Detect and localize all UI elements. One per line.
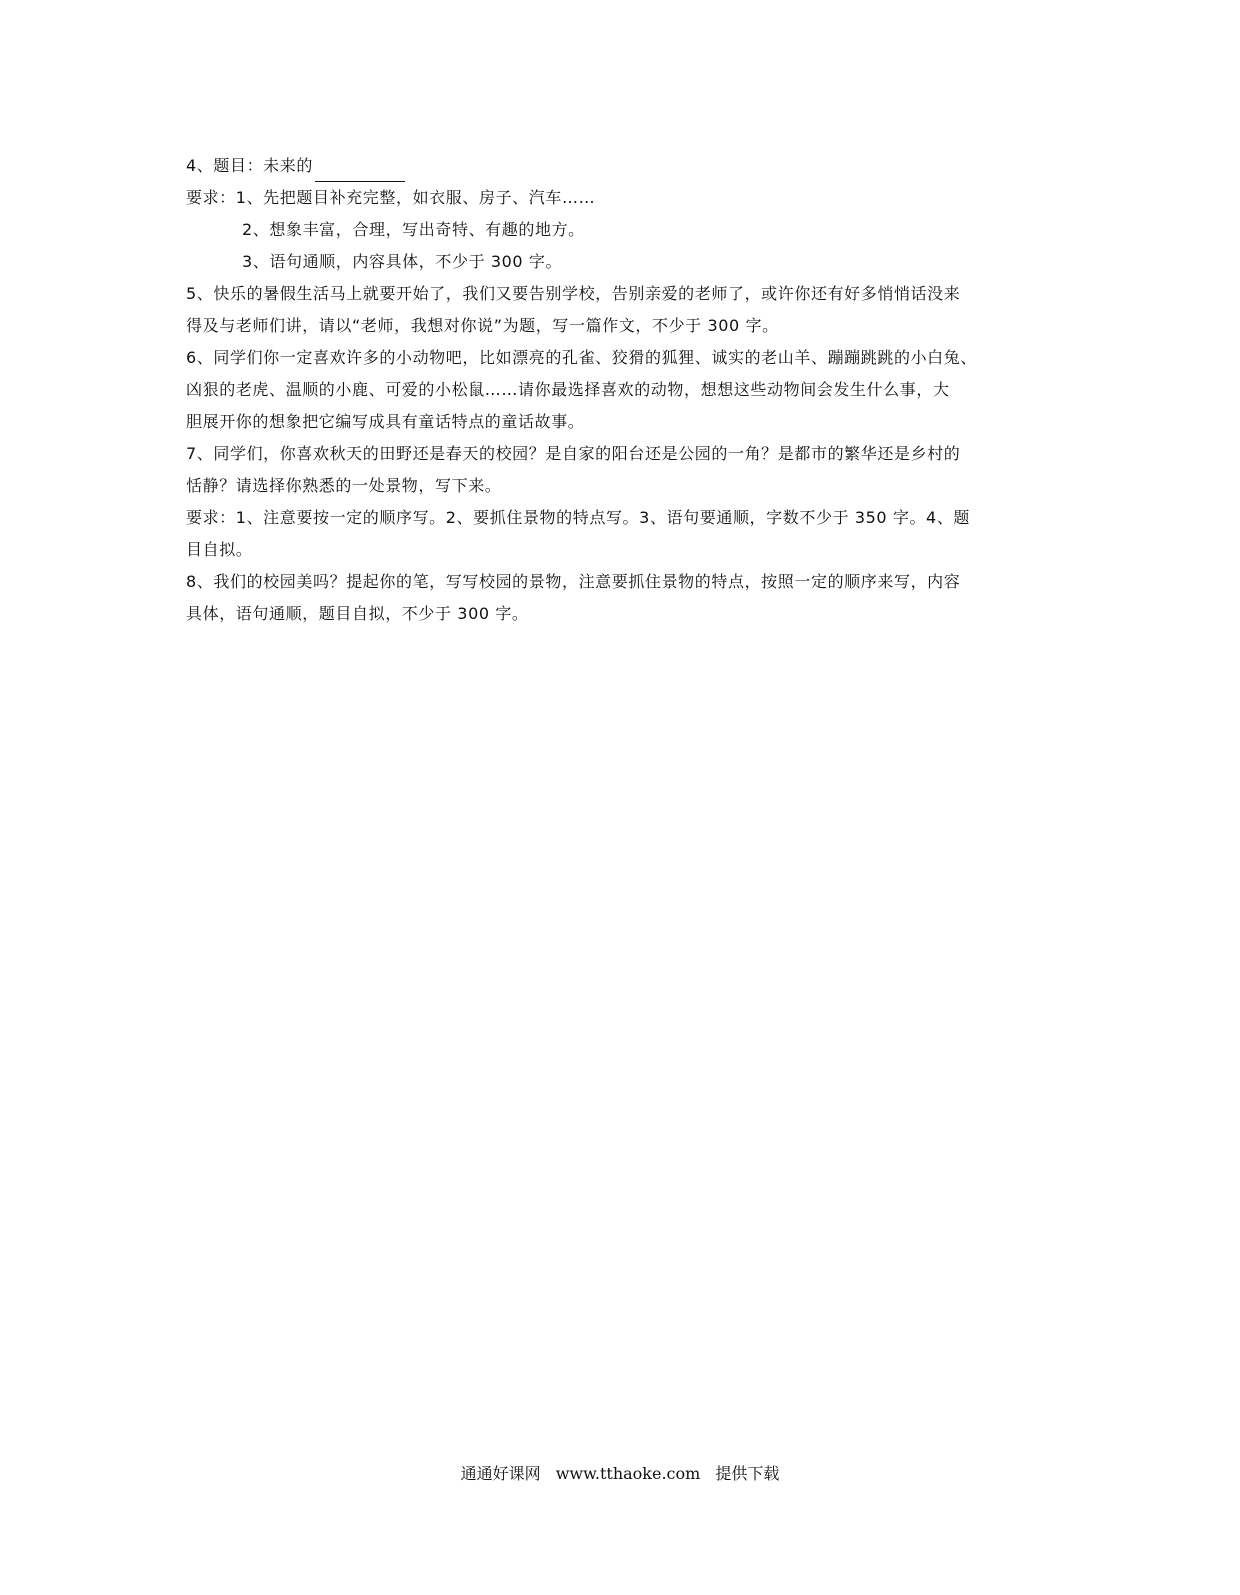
document-body	[186, 150, 1056, 630]
essay-4-requirement-3: 3、语句通顺，内容具体，不少于 300 字。	[242, 252, 563, 271]
essay-4-requirement-2: 2、想象丰富，合理，写出奇特、有趣的地方。	[242, 220, 585, 239]
essay-8-line-2: 具体，语句通顺，题目自拟，不少于 300 字。	[186, 604, 529, 623]
essay-6-line-3: 胆展开你的想象把它编写成具有童话特点的童话故事。	[186, 412, 585, 431]
footer-site-name: 通通好课网	[460, 1464, 541, 1483]
essay-6-line-2: 凶狠的老虎、温顺的小鹿、可爱的小松鼠……请你最选择喜欢的动物，想想这些动物间会发生什么事，大	[186, 380, 950, 399]
essay-7-requirements-line-2: 目自拟。	[186, 540, 253, 559]
essay-4-title-text: 4、题目：未来的	[186, 156, 313, 175]
footer-note: 提供下载	[715, 1464, 780, 1483]
essay-5-line-1: 5、快乐的暑假生活马上就要开始了，我们又要告别学校，告别亲爱的老师了，或许你还有好多悄悄话没来	[186, 284, 961, 303]
essay-4-requirement-1: 要求：1、先把题目补充完整，如衣服、房子、汽车……	[186, 188, 596, 207]
essay-7-requirements-line-1: 要求：1、注意要按一定的顺序写。2、要抓住景物的特点写。3、语句要通顺，字数不少于 350 字。4、题	[186, 508, 971, 527]
essay-8-line-1: 8、我们的校园美吗？提起你的笔，写写校园的景物，注意要抓住景物的特点，按照一定的顺序来写，内容	[186, 572, 961, 591]
essay-7-line-1: 7、同学们，你喜欢秋天的田野还是春天的校园？是自家的阳台还是公园的一角？是都市的繁华还是乡村的	[186, 444, 961, 463]
title-blank-line	[315, 163, 405, 182]
page-footer	[0, 1461, 1240, 1484]
essay-7-line-2: 恬静？请选择你熟悉的一处景物，写下来。	[186, 476, 502, 495]
footer-url[interactable]: www.tthaoke.com	[555, 1464, 701, 1483]
essay-4-title	[186, 150, 1056, 182]
essay-5-line-2: 得及与老师们讲，请以“老师，我想对你说”为题，写一篇作文，不少于 300 字。	[186, 316, 779, 335]
essay-6-line-1: 6、同学们你一定喜欢许多的小动物吧，比如漂亮的孔雀、狡猾的狐狸、诚实的老山羊、蹦蹦跳跳的小白兔、	[186, 348, 977, 367]
